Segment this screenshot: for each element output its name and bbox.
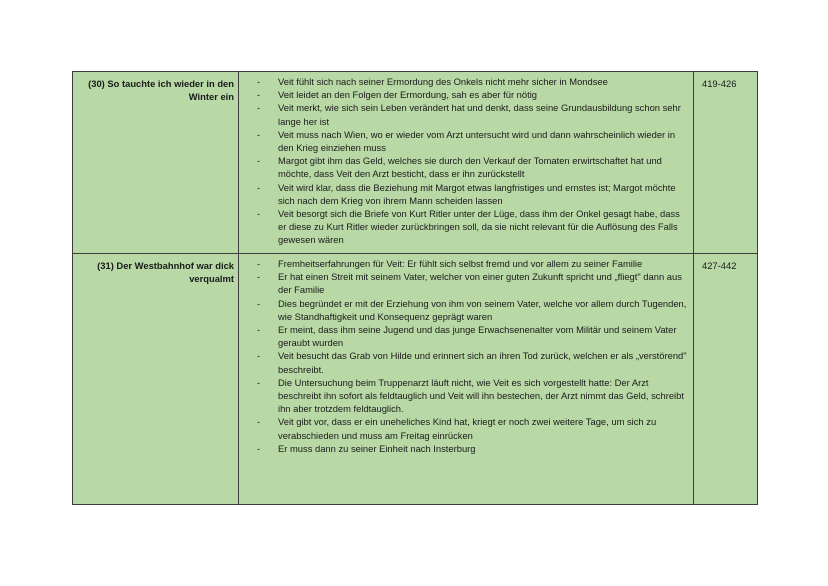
list-item-text: Veit besucht das Grab von Hilde und erinnert sich an ihren Tod zurück, welchen er als „verstörend" beschreibt.	[278, 350, 687, 375]
summary-cell	[239, 254, 694, 505]
list-item	[257, 323, 687, 349]
list-item-text: Veit muss nach Wien, wo er wieder vom Arzt untersucht wird und dann wahrscheinlich wieder in den Krieg einziehen muss	[278, 128, 676, 154]
table-row	[73, 72, 758, 254]
list-item-text: Die Untersuchung beim Truppenarzt läuft nicht, wie Veit es sich vorgestellt hatte: Der Arzt beschreibt ihn sofort als feldtauglich und Veit will ihn bestechen, der Arzt nimmt das Geld, schreibt ihn aber trotzdem feldtauglich.	[278, 376, 684, 415]
dash-marker: -	[257, 89, 261, 101]
list-item-text: Veit besorgt sich die Briefe von Kurt Ritler unter der Lüge, dass ihm der Onkel gesagt habe, dass er diese zu Kurt Ritler wieder zurückbringen soll, da sie nicht relevant für die Auflösung des Falls gewesen wären	[278, 208, 680, 246]
list-item	[257, 101, 687, 127]
list-item-text: Er meint, dass ihm seine Jugend und das junge Erwachsenenalter vom Militär und seinem Vater geraubt wurden	[278, 324, 677, 349]
list-item	[257, 154, 687, 180]
dash-marker: -	[257, 297, 261, 309]
page-range: 419-426	[694, 72, 758, 254]
dash-marker: -	[257, 324, 261, 336]
dash-marker: -	[257, 208, 261, 220]
dash-marker: -	[257, 442, 261, 454]
list-item-text: Veit leidet an den Folgen der Ermordung, sah es aber für nötig	[278, 89, 538, 101]
chapter-summary-table	[72, 71, 758, 505]
list-item-text: Er hat einen Streit mit seinem Vater, welcher von einer guten Zukunft spricht und „fliegt" dann aus der Familie	[278, 271, 682, 296]
list-item	[257, 88, 687, 101]
dash-marker: -	[257, 350, 261, 362]
list-item	[257, 270, 687, 296]
dash-marker: -	[257, 155, 261, 167]
list-item	[257, 376, 687, 416]
page-range: 427-442	[694, 254, 758, 505]
bullet-list	[257, 257, 687, 455]
chapter-title: (31) Der Westbahnhof war dick verqualmt	[73, 254, 239, 505]
dash-marker: -	[257, 376, 261, 388]
chapter-title: (30) So tauchte ich wieder in den Winter ein	[73, 72, 239, 254]
list-item-text: Dies begründet er mit der Erziehung von ihm von seinem Vater, welche vor allem durch Tugenden, wie Standhaftigkeit und Konsequenz geprägt waren	[278, 297, 687, 322]
dash-marker: -	[257, 128, 261, 140]
list-item	[257, 442, 687, 455]
summary-cell	[239, 72, 694, 254]
table-row	[73, 254, 758, 505]
list-item	[257, 75, 687, 88]
list-item-text: Veit merkt, wie sich sein Leben verändert hat und denkt, dass seine Grundausbildung schon sehr lange her ist	[278, 102, 681, 127]
dash-marker: -	[257, 271, 261, 283]
list-item-text: Veit wird klar, dass die Beziehung mit Margot etwas langfristiges und ernstes ist; Margot möchte sich nach dem Krieg von ihrem Mann scheiden lassen	[278, 181, 676, 206]
list-item-text: Fremheitserfahrungen für Veit: Er fühlt sich selbst fremd und vor allem zu seiner Familie	[278, 258, 643, 269]
dash-marker: -	[257, 258, 261, 269]
list-item	[257, 207, 687, 247]
bullet-list	[257, 75, 687, 247]
list-item	[257, 415, 687, 441]
list-item	[257, 128, 687, 154]
list-item	[257, 181, 687, 207]
dash-marker: -	[257, 416, 261, 428]
list-item-text: Er muss dann zu seiner Einheit nach Insterburg	[278, 442, 476, 454]
dash-marker: -	[257, 102, 261, 114]
list-item-text: Veit fühlt sich nach seiner Ermordung des Onkels nicht mehr sicher in Mondsee	[278, 76, 608, 87]
dash-marker: -	[257, 181, 261, 193]
list-item-text: Veit gibt vor, dass er ein uneheliches Kind hat, kriegt er noch zwei weitere Tage, um sich zu verabschieden und muss am Freitag einrücken	[278, 416, 657, 441]
list-item	[257, 297, 687, 323]
list-item	[257, 349, 687, 375]
dash-marker: -	[257, 76, 261, 87]
list-item	[257, 257, 687, 270]
list-item-text: Margot gibt ihm das Geld, welches sie durch den Verkauf der Tomaten erwirtschaftet hat und möchte, dass Veit den Arzt besticht, dass er ihn zurückstellt	[278, 155, 662, 180]
